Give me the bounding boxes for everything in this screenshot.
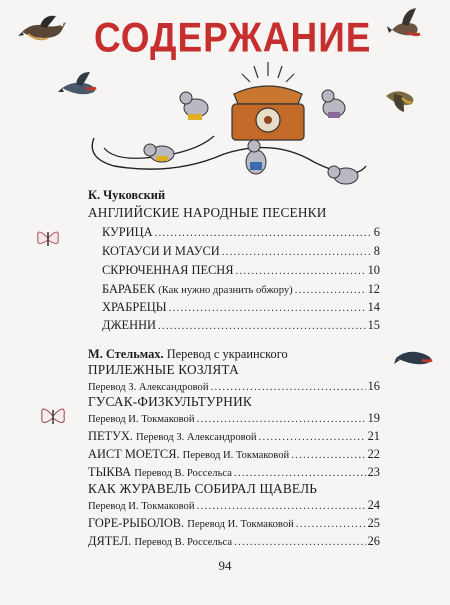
- entry-title: ПЕТУХ.: [88, 429, 133, 443]
- entry-page: 15: [367, 318, 380, 332]
- toc-entry[interactable]: [88, 515, 380, 533]
- leader-dots: [169, 300, 366, 316]
- leader-dots: [197, 498, 366, 514]
- entry-page: 26: [367, 534, 380, 548]
- toc-entry[interactable]: [102, 262, 380, 279]
- section-heading: ПРИЛЕЖНЫЕ КОЗЛЯТА: [88, 362, 239, 377]
- leader-dots: [259, 429, 366, 445]
- entry-page: 19: [367, 411, 380, 425]
- toc-entry[interactable]: [102, 281, 380, 299]
- entry-title: АИСТ МОЕТСЯ.: [88, 447, 180, 461]
- telephone-mice-illustration: [84, 58, 374, 194]
- entry-title: КОТАУСИ И МАУСИ: [102, 244, 220, 258]
- page-title: СОДЕРЖАНИЕ: [94, 14, 372, 61]
- entry-translator: Перевод И. Токмаковой: [182, 450, 290, 461]
- entry-page: 12: [367, 282, 380, 296]
- leader-dots: [291, 447, 365, 463]
- toc-entry[interactable]: [88, 428, 380, 446]
- entry-title: ДЖЕННИ: [102, 318, 156, 332]
- leader-dots: [222, 244, 372, 260]
- entry-title: СКРЮЧЕННАЯ ПЕСНЯ: [102, 263, 234, 277]
- entry-page: 16: [367, 379, 380, 393]
- leader-dots: [158, 318, 366, 334]
- section-author: М. Стельмах. Перевод с украинского: [88, 347, 288, 361]
- entry-page: 23: [367, 465, 380, 479]
- entry-translator: Перевод И. Токмаковой: [88, 414, 195, 425]
- entry-page: 21: [367, 429, 380, 443]
- entry-translator: Перевод В. Россельса: [134, 468, 232, 479]
- toc-entry[interactable]: [88, 533, 380, 551]
- entry-page: 22: [367, 447, 380, 461]
- toc-entry[interactable]: [102, 243, 380, 260]
- section-heading: КАК ЖУРАВЕЛЬ СОБИРАЛ ЩАВЕЛЬ: [88, 481, 318, 496]
- leader-dots: [211, 379, 366, 395]
- entry-title: БАРАБЕК: [102, 282, 156, 296]
- bird-illustration-top-left: [18, 12, 72, 48]
- leader-dots: [236, 263, 366, 279]
- entry-title: ГОРЕ-РЫБОЛОВ.: [88, 516, 185, 530]
- entry-page: 10: [367, 263, 380, 277]
- section-heading: АНГЛИЙСКИЕ НАРОДНЫЕ ПЕСЕНКИ: [88, 205, 327, 220]
- entry-translator: Перевод И. Токмаковой: [88, 501, 195, 512]
- toc-entry[interactable]: [88, 464, 380, 482]
- entry-page: 14: [367, 300, 380, 314]
- leader-dots: [155, 225, 372, 241]
- leader-dots: [234, 534, 366, 550]
- entry-translator: Перевод З. Александровой: [136, 432, 257, 443]
- entry-translator: Перевод З. Александровой: [88, 382, 209, 393]
- entry-title: ДЯТЕЛ.: [88, 534, 132, 548]
- entry-title: ХРАБРЕЦЫ: [102, 300, 167, 314]
- entry-page: 25: [367, 516, 380, 530]
- toc-entry[interactable]: [102, 224, 380, 241]
- bird-illustration-right: [382, 82, 420, 114]
- butterfly-illustration-left-lower: [38, 402, 68, 430]
- entry-page: 8: [373, 244, 380, 258]
- entry-translator: Перевод В. Россельса: [134, 537, 233, 548]
- leader-dots: [197, 411, 366, 427]
- toc-entry[interactable]: [102, 317, 380, 334]
- leader-dots: [296, 516, 366, 532]
- leader-dots: [234, 465, 366, 481]
- butterfly-illustration-left: [34, 224, 62, 252]
- swallow-illustration-right: [394, 346, 436, 370]
- section-heading: ГУСАК-ФИЗКУЛЬТУРНИК: [88, 394, 252, 409]
- entry-title: КУРИЦА: [102, 225, 153, 239]
- toc-entry[interactable]: [102, 299, 380, 316]
- leader-dots: [295, 282, 366, 298]
- page-number: 94: [218, 558, 232, 573]
- entry-translator: Перевод И. Токмаковой: [187, 519, 294, 530]
- entry-subtitle: (Как нужно дразнить обжору): [158, 285, 293, 296]
- bird-illustration-top-right: [386, 6, 426, 42]
- toc-entry[interactable]: [88, 446, 380, 464]
- entry-page: 24: [367, 498, 380, 512]
- entry-page: 6: [373, 225, 380, 239]
- toc-entry[interactable]: [88, 410, 380, 428]
- toc-entry[interactable]: [88, 497, 380, 515]
- section-author: К. Чуковский: [88, 188, 166, 202]
- entry-title: ТЫКВА: [88, 465, 132, 479]
